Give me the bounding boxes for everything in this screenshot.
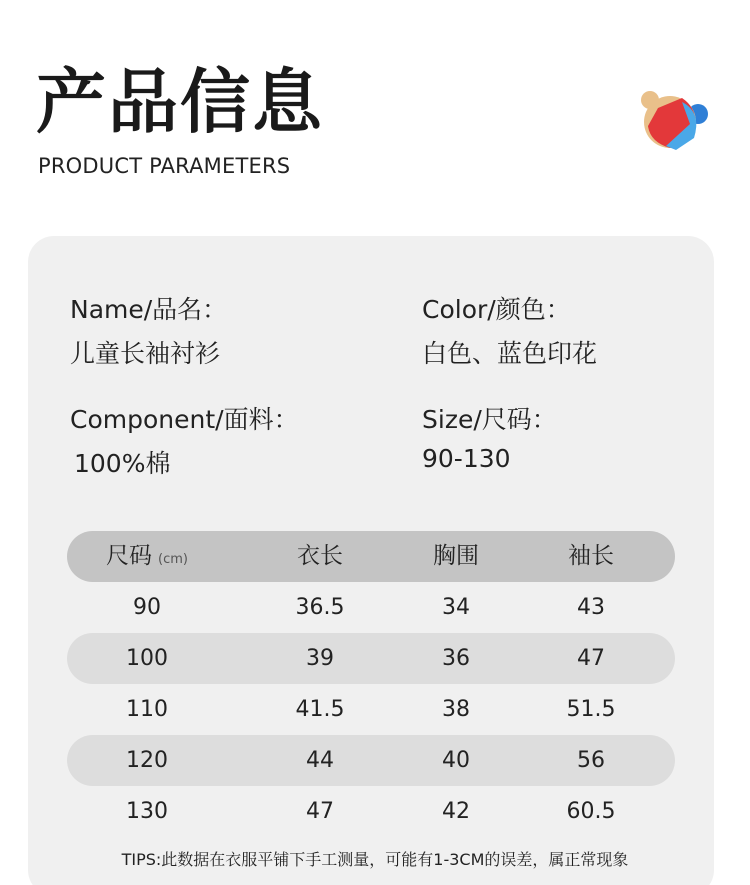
cell-length: 47 [306, 799, 334, 824]
table-header-row [67, 531, 675, 582]
name-value: 儿童长袖衬衫 [70, 339, 221, 368]
component-label: Component/面料： [70, 405, 299, 434]
cell-chest: 42 [442, 799, 470, 824]
header-size-label: 尺码 [106, 543, 153, 569]
table-row [67, 684, 675, 735]
table-row [67, 735, 675, 786]
table-row [67, 633, 675, 684]
cell-sleeve: 43 [577, 595, 605, 620]
cell-size: 90 [133, 595, 161, 620]
header-size [106, 531, 188, 582]
size-value: 90-130 [422, 444, 511, 473]
header-sleeve: 袖长 [568, 543, 614, 569]
cell-length: 44 [306, 748, 334, 773]
cell-chest: 36 [442, 646, 470, 671]
cell-sleeve: 51.5 [566, 697, 616, 722]
size-table [67, 531, 675, 837]
cell-size: 110 [126, 697, 168, 722]
cell-chest: 38 [442, 697, 470, 722]
table-row [67, 582, 675, 633]
color-label: Color/颜色： [422, 295, 571, 324]
page-title: 产品信息 [36, 61, 324, 143]
header-length: 衣长 [297, 543, 343, 569]
cell-chest: 40 [442, 748, 470, 773]
cell-sleeve: 60.5 [566, 799, 616, 824]
page-subtitle: PRODUCT PARAMETERS [38, 154, 291, 178]
header-chest: 胸围 [433, 543, 479, 569]
header-unit: (cm) [158, 552, 188, 567]
cell-size: 130 [126, 799, 168, 824]
color-value: 白色、蓝色印花 [422, 339, 598, 368]
cell-sleeve: 56 [577, 748, 605, 773]
brand-logo-icon [636, 88, 712, 154]
name-label: Name/品名： [70, 295, 228, 324]
cell-length: 36.5 [295, 595, 345, 620]
cell-size: 100 [126, 646, 168, 671]
cell-sleeve: 47 [577, 646, 605, 671]
cell-chest: 34 [442, 595, 470, 620]
component-value: 100%棉 [74, 449, 171, 478]
table-row [67, 786, 675, 837]
cell-length: 41.5 [295, 697, 345, 722]
measurement-tips: TIPS:此数据在衣服平铺下手工测量，可能有1-3CM的误差，属正常现象 [121, 850, 629, 869]
size-label: Size/尺码： [422, 405, 557, 434]
cell-length: 39 [306, 646, 334, 671]
cell-size: 120 [126, 748, 168, 773]
